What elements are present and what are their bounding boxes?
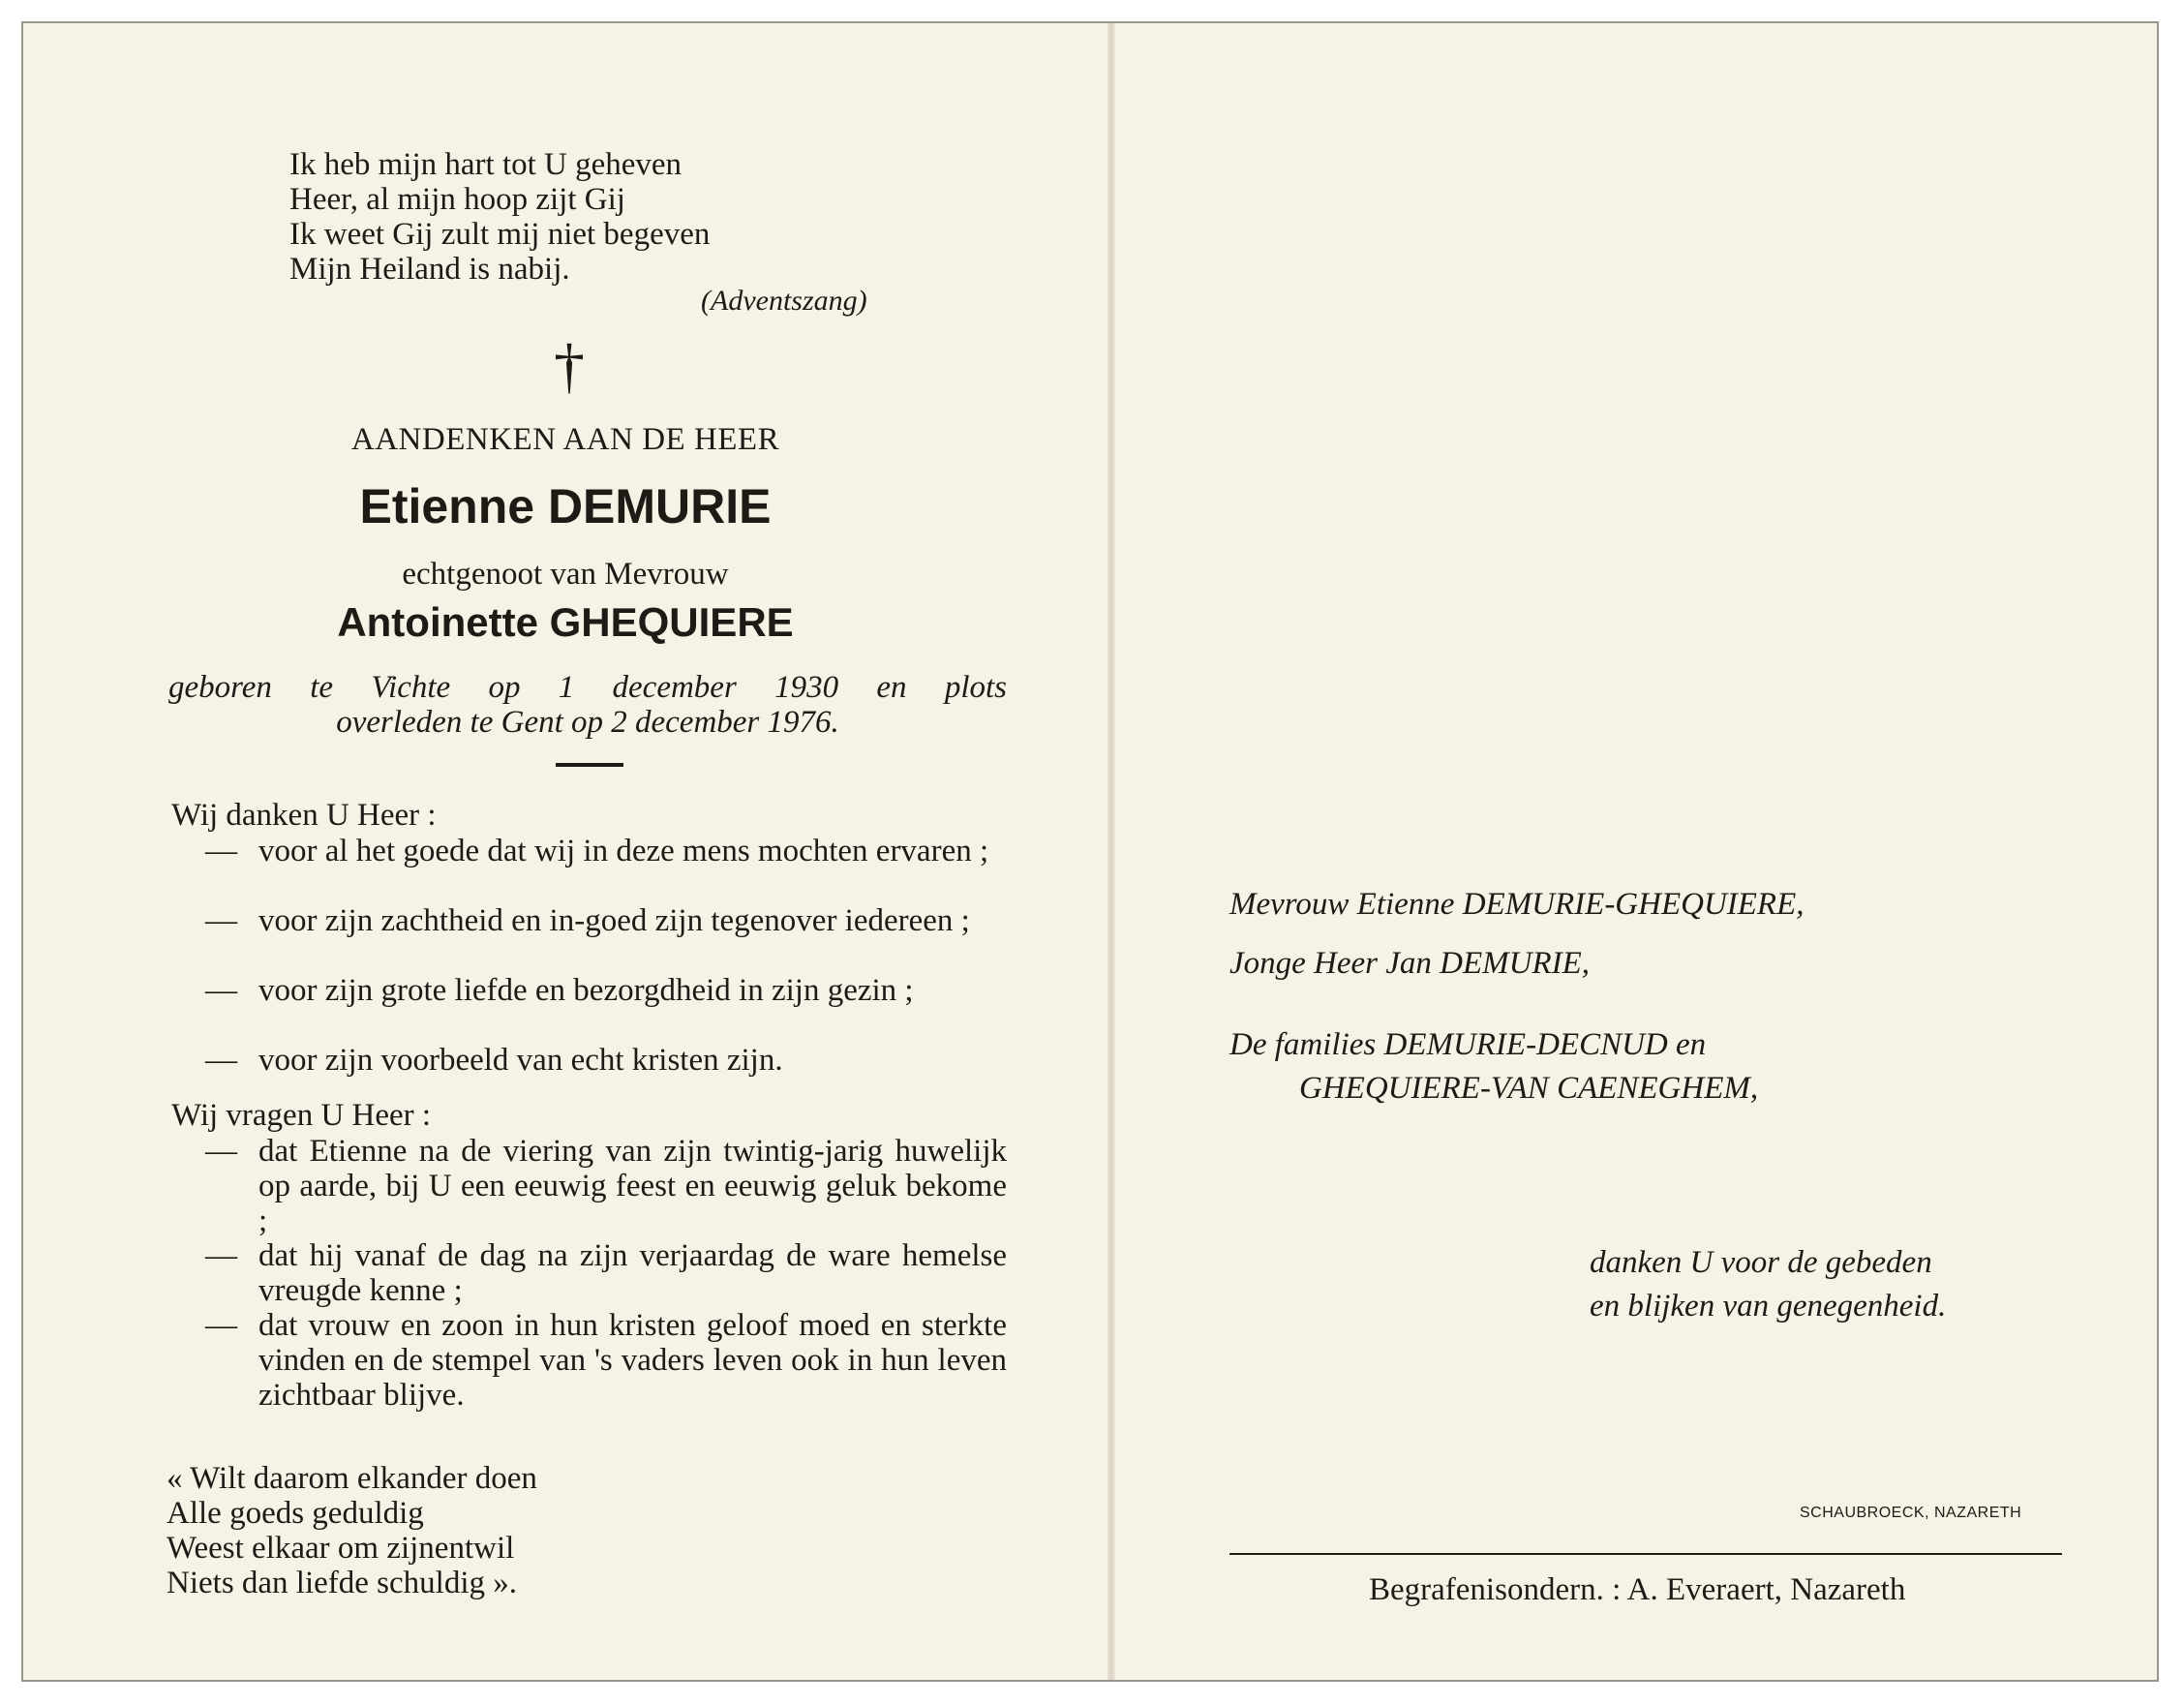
thanks-line: danken U voor de gebeden — [1590, 1245, 1932, 1280]
dash: — — [205, 1238, 237, 1273]
verse-line: « Wilt daarom elkander doen — [167, 1461, 537, 1496]
right-page — [1115, 23, 2159, 1680]
spouse-intro: echtgenoot van Mevrouw — [402, 557, 729, 592]
poem-line: Ik heb mijn hart tot U geheven — [289, 147, 682, 182]
poem-line: Ik weet Gij zult mij niet begeven — [289, 217, 711, 252]
list-item — [205, 903, 1007, 938]
list-item — [205, 1238, 1007, 1308]
verse-line: Alle goeds geduldig — [167, 1496, 424, 1531]
list-item — [205, 1134, 1007, 1238]
life-dates — [168, 670, 1007, 740]
thanks-message — [1590, 1241, 1946, 1328]
undertaker-credit: Begrafenisondern. : A. Everaert, Nazareth — [1369, 1572, 1906, 1607]
divider — [1229, 1553, 2062, 1555]
dash: — — [205, 834, 237, 868]
dash: — — [205, 1134, 237, 1169]
list-item — [205, 834, 1007, 868]
birth-line: geboren te Vichte op 1 december 1930 en plots — [168, 670, 1007, 705]
family-line: De families DEMURIE-DECNUD en — [1229, 1027, 1707, 1062]
poem-source: (Adventszang) — [701, 285, 867, 317]
thanks-intro: Wij danken U Heer : — [171, 798, 437, 833]
list-item-text: dat Etienne na de viering van zijn twintig-jarig huwelijk op aarde, bij U een eeuwig feest en eeuwig geluk bekome ; — [258, 1134, 1007, 1238]
poem — [289, 147, 710, 287]
verse-line: Weest elkaar om zijnentwil — [167, 1531, 515, 1566]
left-page — [23, 23, 1107, 1680]
dash: — — [205, 903, 237, 938]
memorial-card — [21, 21, 2159, 1682]
cross-icon: † — [554, 331, 585, 400]
list-item — [205, 1308, 1007, 1413]
poem-line: Mijn Heiland is nabij. — [289, 252, 570, 287]
list-item-text: voor zijn zachtheid en in-goed zijn tegenover iedereen ; — [258, 903, 970, 938]
divider — [556, 763, 623, 767]
deceased-name: Etienne DEMURIE — [359, 479, 772, 533]
family-line: GHEQUIERE-VAN CAENEGHEM, — [1299, 1071, 1759, 1106]
list-item-text: dat vrouw en zoon in hun kristen geloof moed en sterkte vinden en de stempel van 's vaders leven ook in hun leven zichtbaar blijve. — [258, 1308, 1007, 1413]
card-fold — [1107, 23, 1115, 1680]
verse-line: Niets dan liefde schuldig ». — [167, 1566, 518, 1600]
thanks-line: en blijken van genegenheid. — [1590, 1289, 1947, 1324]
list-item-text: voor zijn grote liefde en bezorgdheid in zijn gezin ; — [258, 973, 914, 1008]
dash: — — [205, 1308, 237, 1343]
family-line: Mevrouw Etienne DEMURIE-GHEQUIERE, — [1229, 887, 1805, 922]
ask-intro: Wij vragen U Heer : — [171, 1098, 432, 1133]
list-item — [205, 1043, 1007, 1078]
memorial-heading: AANDENKEN AAN DE HEER — [350, 422, 780, 457]
death-line: overleden te Gent op 2 december 1976. — [336, 705, 839, 740]
dash: — — [205, 1043, 237, 1078]
family-line: Jonge Heer Jan DEMURIE, — [1229, 946, 1591, 981]
printer-credit: SCHAUBROECK, NAZARETH — [1800, 1505, 2022, 1521]
poem-line: Heer, al mijn hoop zijt Gij — [289, 182, 625, 217]
closing-verse — [167, 1461, 537, 1600]
list-item — [205, 973, 1007, 1008]
list-item-text: dat hij vanaf de dag na zijn verjaardag de ware hemelse vreugde kenne ; — [258, 1238, 1007, 1308]
list-item-text: voor al het goede dat wij in deze mens mochten ervaren ; — [258, 834, 989, 868]
list-item-text: voor zijn voorbeeld van echt kristen zijn. — [258, 1043, 783, 1078]
spouse-name: Antoinette GHEQUIERE — [337, 599, 794, 645]
dash: — — [205, 973, 237, 1008]
